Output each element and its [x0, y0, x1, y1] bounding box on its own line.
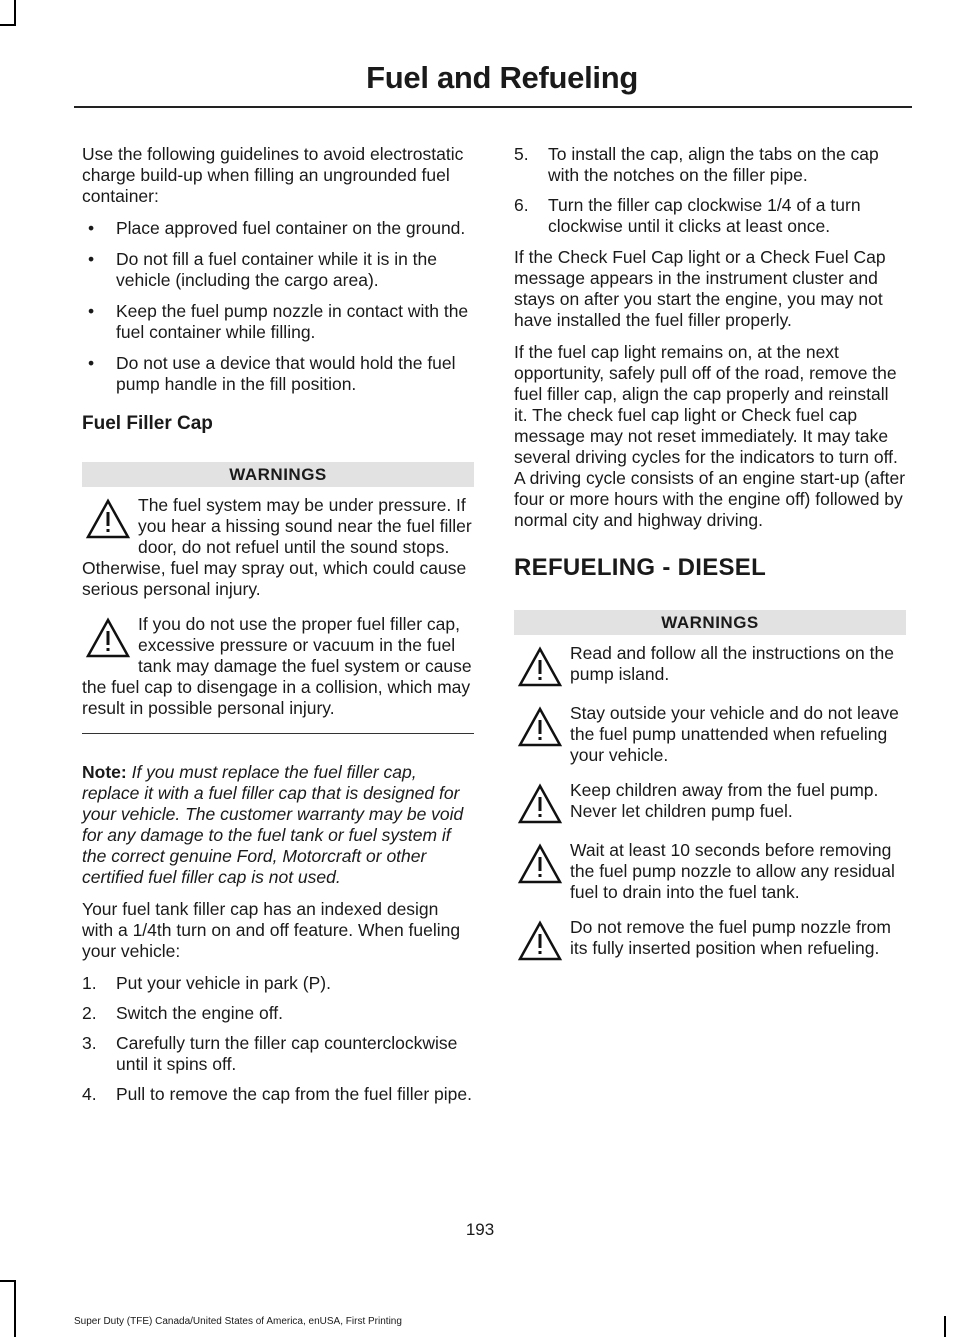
warning-item: If you do not use the proper fuel filler cap, excessive pressure or vacuum in the fuel tank may damage the fuel system or cause the fuel cap to disengage in a collision, which may result in possible personal injury.	[82, 614, 472, 718]
left-column	[82, 144, 474, 1115]
warning-triangle-icon	[82, 497, 136, 541]
warnings-header: WARNINGS	[82, 462, 474, 487]
list-item: 5. To install the cap, align the tabs on the cap with the notches on the filler pipe.	[514, 144, 879, 185]
warning-item: Do not remove the fuel pump nozzle from its fully inserted position when refueling.	[514, 917, 906, 963]
footer-text: Super Duty (TFE) Canada/United States of America, enUSA, First Printing	[74, 1316, 402, 1327]
check-fuel-cap-paragraph: If the Check Fuel Cap light or a Check Fuel Cap message appears in the instrument cluster and stays on after you start the engine, you may not have installed the fuel filler properly.	[514, 247, 886, 330]
list-item: • Keep the fuel pump nozzle in contact with the fuel container while filling.	[88, 301, 469, 342]
cap-intro-paragraph: Your fuel tank filler cap has an indexed design with a 1/4th turn on and off feature. When fueling your vehicle:	[82, 899, 461, 961]
list-item: 6. Turn the filler cap clockwise 1/4 of a turn clockwise until it clicks at least once.	[514, 195, 861, 236]
warning-triangle-icon	[514, 842, 568, 886]
fuel-cap-light-paragraph: If the fuel cap light remains on, at the next opportunity, safely pull off of the road, remove the fuel filler cap, align the cap properly and reinstall it. The check fuel cap light or Check fuel cap message may not reset immediately. It may take several driving cycles for the indicators to turn off. A driving cycle consists of an engine start-up (after four or more hours with the engine off) followed by normal city and highway driving.	[514, 342, 906, 530]
list-item: 4. Pull to remove the cap from the fuel filler pipe.	[82, 1084, 473, 1104]
list-item: • Do not fill a fuel container while it is in the vehicle (including the cargo area).	[88, 249, 437, 290]
warning-triangle-icon	[514, 782, 568, 826]
warnings-divider	[82, 733, 474, 734]
warning-triangle-icon	[514, 705, 568, 749]
section-title-fuel-filler-cap: Fuel Filler Cap	[82, 413, 213, 434]
right-column	[514, 144, 906, 977]
cap-steps-list-continued	[514, 144, 906, 237]
guideline-list	[82, 218, 474, 395]
warning-item: Wait at least 10 seconds before removing the fuel pump nozzle to allow any residual fuel to drain into the fuel tank.	[514, 840, 906, 903]
crop-mark-top-left	[14, 0, 16, 26]
list-item: • Do not use a device that would hold the fuel pump handle in the fill position.	[88, 353, 456, 394]
crop-mark-top-left-h	[0, 24, 16, 26]
list-item: 3. Carefully turn the filler cap counterclockwise until it spins off.	[82, 1033, 458, 1074]
header-rule	[74, 106, 912, 108]
intro-paragraph: Use the following guidelines to avoid electrostatic charge build-up when filling an ungrounded fuel container:	[82, 144, 464, 206]
warning-item: The fuel system may be under pressure. If you hear a hissing sound near the fuel filler door, do not refuel until the sound stops. Otherwise, fuel may spray out, which could cause serious personal injury.	[82, 495, 472, 599]
crop-mark-bottom-left	[14, 1280, 16, 1337]
list-item: 1. Put your vehicle in park (P).	[82, 973, 331, 993]
note-paragraph: Note: If you must replace the fuel filler cap, replace it with a fuel filler cap that is designed for your vehicle. The customer warranty may be void for any damage to the fuel tank or fuel system if the correct genuine Ford, Motorcraft or other certified fuel filler cap is not used.	[82, 762, 464, 887]
list-item: 2. Switch the engine off.	[82, 1003, 284, 1023]
warning-triangle-icon	[514, 645, 568, 689]
cap-steps-list	[82, 973, 474, 1105]
warning-item: Keep children away from the fuel pump. Never let children pump fuel.	[514, 780, 906, 826]
warning-triangle-icon	[514, 919, 568, 963]
warning-triangle-icon	[82, 616, 136, 660]
warnings-header: WARNINGS	[514, 610, 906, 635]
crop-mark-bottom-left-h	[0, 1280, 16, 1282]
page-number: 193	[465, 1220, 495, 1239]
list-item: • Place approved fuel container on the ground.	[88, 218, 466, 238]
warning-item: Read and follow all the instructions on the pump island.	[514, 643, 906, 689]
crop-mark-bottom-right	[944, 1316, 946, 1337]
page-title: Fuel and Refueling	[366, 60, 638, 95]
warning-item: Stay outside your vehicle and do not leave the fuel pump unattended when refueling your vehicle.	[514, 703, 906, 766]
section-title-refueling-diesel: REFUELING - DIESEL	[514, 554, 767, 581]
